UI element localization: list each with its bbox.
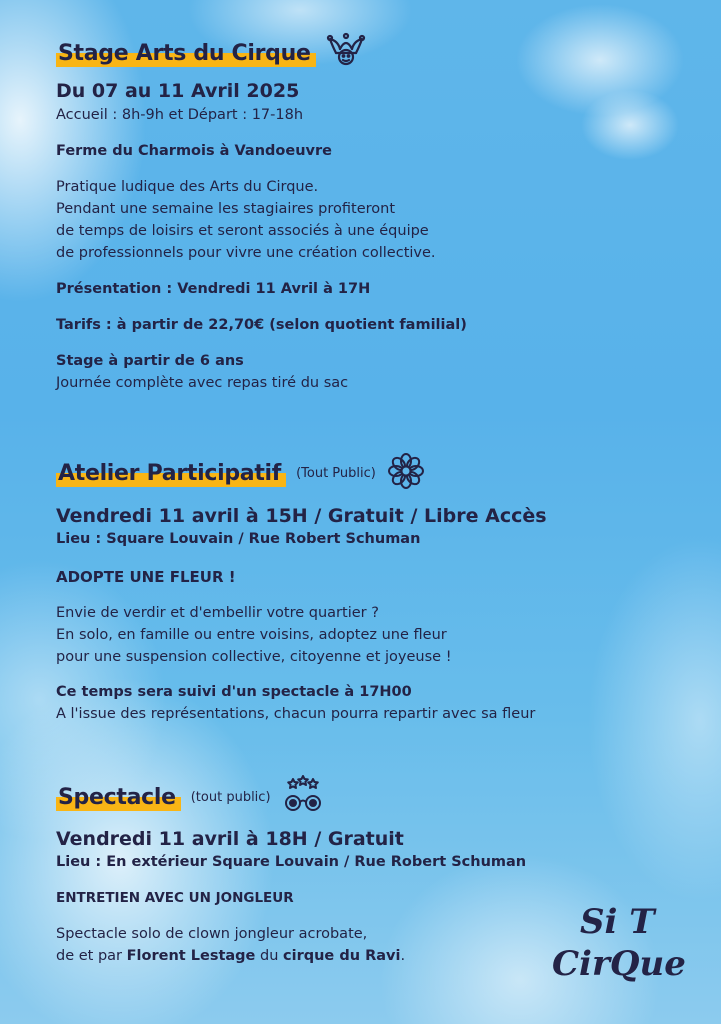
spectacle-audience: (tout public)	[190, 789, 271, 805]
logo-line-1: Si T	[580, 902, 655, 942]
spectacle-desc-mid: du	[255, 948, 284, 964]
stage-desc-line: Pratique ludique des Arts du Cirque.	[56, 179, 319, 195]
stage-desc-line: de professionnels pour vivre une création collective.	[56, 245, 436, 261]
stage-presentation: Présentation : Vendredi 11 Avril à 17H	[56, 281, 371, 297]
spectacle-description	[56, 923, 526, 967]
spectacle-desc-line-2	[56, 945, 526, 967]
jester-hat-icon	[326, 31, 366, 75]
atelier-headline: ADOPTE UNE FLEUR !	[56, 568, 236, 586]
atelier-section	[56, 456, 547, 725]
spectacle-where: Lieu : En extérieur Square Louvain / Rue Robert Schuman	[56, 854, 527, 870]
atelier-description	[56, 602, 547, 668]
stage-hours: Accueil : 8h-9h et Départ : 17-18h	[56, 107, 304, 123]
atelier-desc-line: Envie de verdir et d'embellir votre quartier ?	[56, 605, 379, 621]
flower-icon	[386, 451, 426, 495]
stage-age: Stage à partir de 6 ans	[56, 353, 244, 369]
atelier-followup: Ce temps sera suivi d'un spectacle à 17H00	[56, 684, 412, 700]
stage-description	[56, 176, 467, 264]
spectacle-desc-prefix: de et par	[56, 948, 127, 964]
spectacle-when: Vendredi 11 avril à 18H / Gratuit	[56, 828, 404, 850]
stage-tarifs-note: (selon quotient familial)	[264, 317, 467, 333]
stage-meal: Journée complète avec repas tiré du sac	[56, 375, 349, 391]
starry-glasses-icon	[281, 775, 325, 819]
stage-location: Ferme du Charmois à Vandoeuvre	[56, 143, 332, 159]
atelier-desc-line: pour une suspension collective, citoyenne et joyeuse !	[56, 649, 452, 665]
atelier-followup-note: A l'issue des représentations, chacun pourra repartir avec sa fleur	[56, 706, 536, 722]
spectacle-section	[56, 780, 526, 967]
atelier-heading-row	[56, 456, 547, 490]
atelier-desc-line: En solo, en famille ou entre voisins, adoptez une fleur	[56, 627, 447, 643]
spectacle-desc-end: .	[400, 948, 406, 964]
spectacle-heading-row	[56, 780, 526, 814]
stage-title: Stage Arts du Cirque	[56, 40, 316, 67]
atelier-when: Vendredi 11 avril à 15H / Gratuit / Libre Accès	[56, 505, 547, 527]
stage-tarifs	[56, 314, 467, 336]
stage-desc-line: de temps de loisirs et seront associés à une équipe	[56, 223, 429, 239]
spectacle-desc-line: Spectacle solo de clown jongleur acrobate,	[56, 926, 368, 942]
artist-name: Florent Lestage	[126, 948, 256, 964]
spectacle-headline: ENTRETIEN AVEC UN JONGLEUR	[56, 890, 294, 906]
stage-tarifs-label: Tarifs : à partir de 22,70€	[56, 317, 265, 333]
atelier-audience: (Tout Public)	[296, 465, 376, 481]
atelier-title: Atelier Participatif	[56, 460, 286, 487]
spectacle-title: Spectacle	[56, 784, 181, 811]
stage-dates: Du 07 au 11 Avril 2025	[56, 80, 300, 102]
company-name: cirque du Ravi	[283, 948, 401, 964]
stage-section	[56, 36, 467, 394]
logo-line-2: CirQue	[552, 944, 686, 984]
stage-desc-line: Pendant une semaine les stagiaires profiteront	[56, 201, 396, 217]
atelier-where: Lieu : Square Louvain / Rue Robert Schuman	[56, 531, 421, 547]
stage-heading-row	[56, 36, 467, 70]
sit-cirque-logo	[548, 895, 698, 995]
